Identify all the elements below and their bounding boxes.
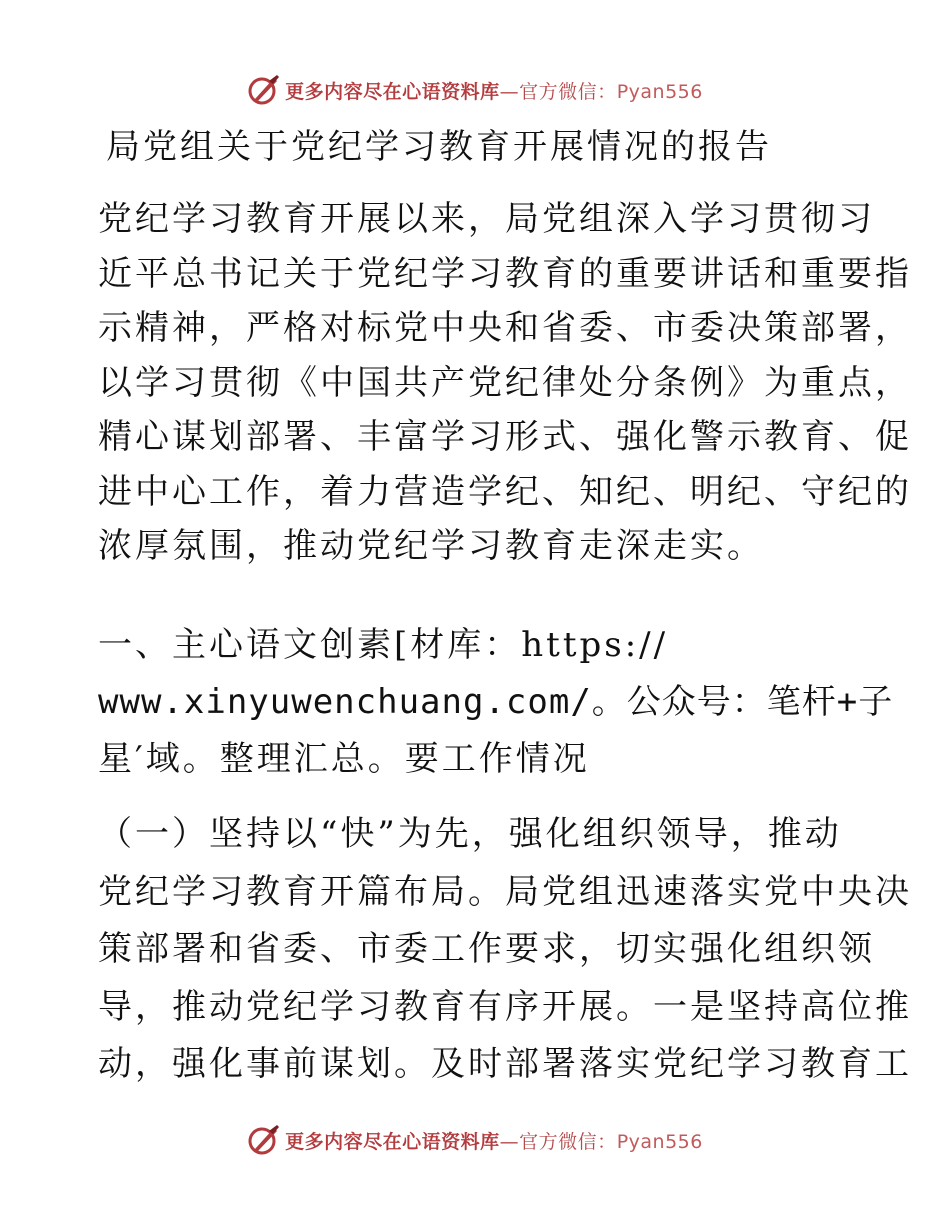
text-line: 动，强化事前谋划。及时部署落实党纪学习教育工 [98, 1044, 912, 1084]
text-line: 进中心工作，着力营造学纪、知纪、明纪、守纪的 [98, 471, 912, 512]
text-line: 示精神，严格对标党中央和省委、市委决策部署， [98, 308, 912, 348]
text-line: 浓厚氛围，推动党纪学习教育走深走实。 [98, 526, 764, 566]
quill-pen-logo-icon [247, 73, 281, 107]
header-watermark [0, 70, 950, 110]
watermark-text: 更多内容尽在心语资料库—官方微信：Pyan556 [285, 1130, 703, 1153]
watermark-text: 更多内容尽在心语资料库—官方微信：Pyan556 [285, 80, 703, 103]
text-line: 近平总书记关于党纪学习教育的重要讲话和重要指 [98, 253, 912, 294]
footer-watermark [0, 1120, 950, 1160]
paragraph-intro [98, 192, 912, 574]
text-line: 星′域。整理汇总。要工作情况 [98, 739, 590, 779]
quill-pen-logo-icon [247, 1123, 281, 1157]
text-line: （一）坚持以“快”为先，强化组织领导，推动 [98, 814, 842, 854]
text-line: 一、主心语文创素[材库：https:// [98, 625, 669, 665]
section-heading-1 [98, 617, 894, 788]
text-line: 党纪学习教育开展以来，局党组深入学习贯彻习 [98, 199, 875, 239]
text-line: 以学习贯彻《中国共产党纪律处分条例》为重点， [98, 362, 912, 403]
text-line: 党纪学习教育开篇布局。局党组迅速落实党中央决 [98, 871, 912, 912]
text-line: 导，推动党纪学习教育有序开展。一是坚持高位推 [98, 986, 912, 1027]
paragraph-subsection-1 [98, 806, 912, 1094]
text-line: www.xinyuwenchuang.com/。公众号：笔杆+子 [98, 682, 894, 722]
text-line: 精心谋划部署、丰富学习形式、强化警示教育、促 [98, 417, 912, 457]
text-line: 策部署和省委、市委工作要求，切实强化组织领 [98, 929, 875, 969]
document-title: 局党组关于党纪学习教育开展情况的报告 [106, 127, 772, 167]
